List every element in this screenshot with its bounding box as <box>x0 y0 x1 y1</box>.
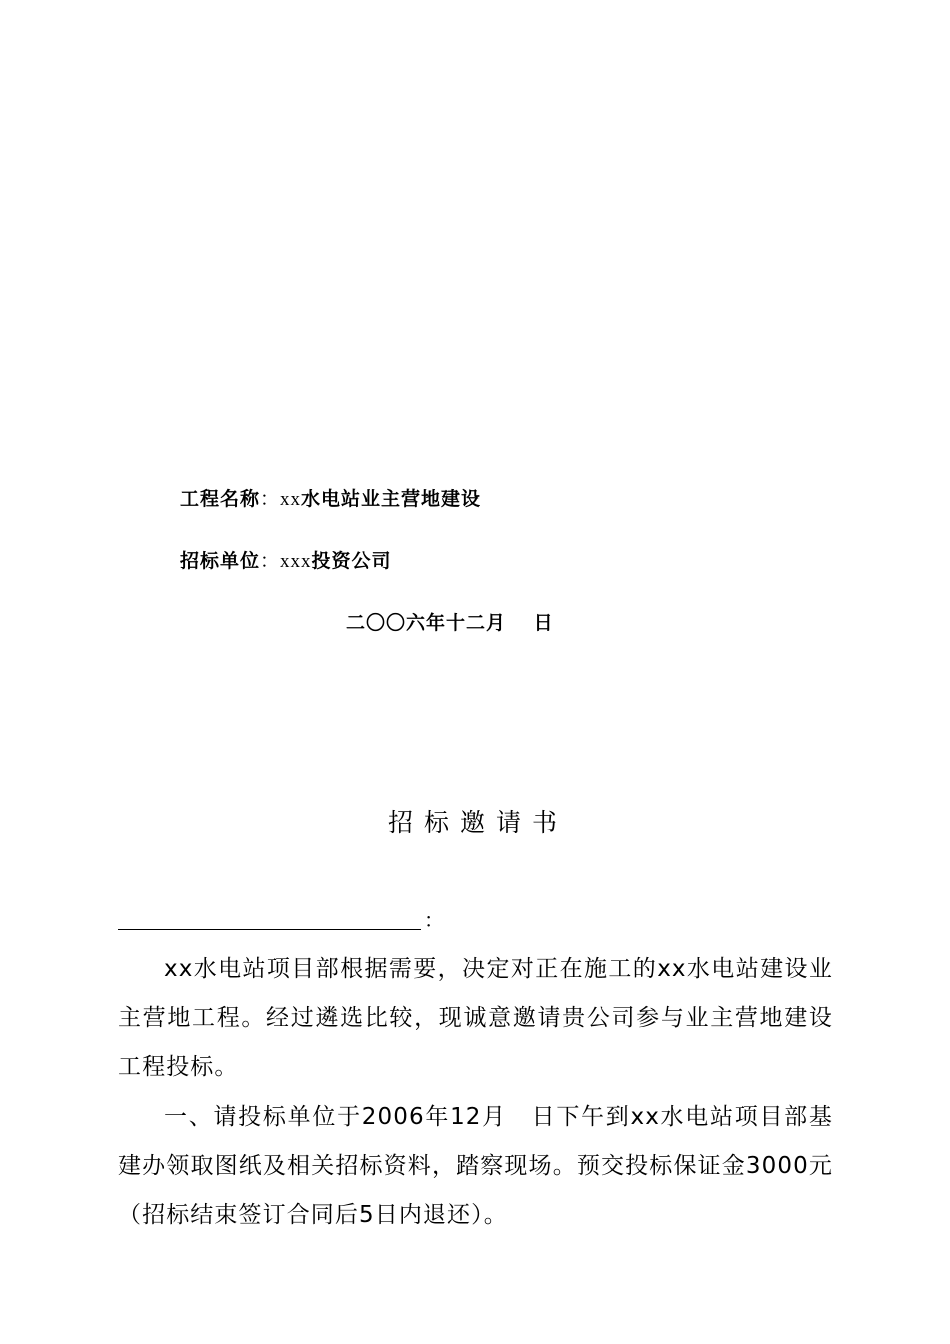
bidder-label: 招标单位 <box>180 550 261 572</box>
bidder-prefix: xxx <box>280 551 312 572</box>
project-name: 水电站业主营地建设 <box>301 488 482 510</box>
body-paragraph-intro: xx水电站项目部根据需要，决定对正在施工的xx水电站建设业主营地工程。经过遴选比较，现诚意邀请贵公司参与业主营地建设工程投标。 <box>118 956 833 1080</box>
addressee-colon: ： <box>424 908 444 932</box>
bidder-name: 投资公司 <box>311 550 392 572</box>
bidding-unit-line <box>180 546 392 573</box>
document-title: 招标邀请书 <box>387 808 568 837</box>
project-separator: ： <box>260 489 281 510</box>
project-label: 工程名称 <box>180 488 261 510</box>
cover-date: 二〇〇六年十二月 日 <box>346 612 554 634</box>
addressee-blank <box>118 929 421 930</box>
project-prefix: xx <box>280 489 302 510</box>
bidder-separator: ： <box>260 551 281 572</box>
body-paragraph-item-1: 一、请投标单位于2006年12月 日下午到xx水电站项目部基建办领取图纸及相关招标资料，踏察现场。预交投标保证金3000元（招标结束签订合同后5日内退还）。 <box>118 1104 833 1228</box>
project-name-line <box>180 484 481 511</box>
